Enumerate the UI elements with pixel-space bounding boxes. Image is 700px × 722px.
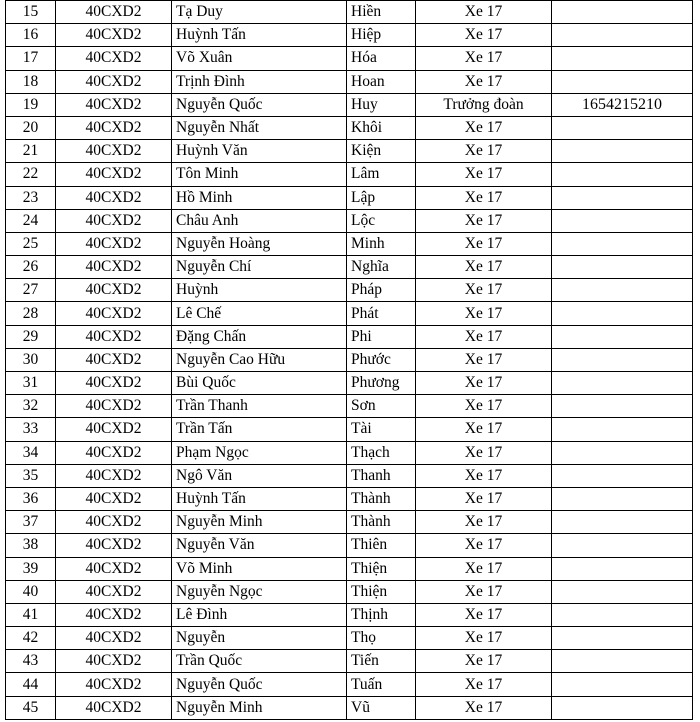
table-row <box>6 116 693 139</box>
cell-group: Xe 17 <box>416 696 552 719</box>
cell-last-name: Lê Đình <box>172 603 347 626</box>
table-row <box>6 650 693 673</box>
cell-stt: 39 <box>6 557 56 580</box>
cell-stt: 29 <box>6 325 56 348</box>
cell-class: 40CXD2 <box>56 186 172 209</box>
cell-phone <box>552 372 693 395</box>
cell-group: Xe 17 <box>416 534 552 557</box>
cell-phone <box>552 580 693 603</box>
cell-last-name: Võ Xuân <box>172 47 347 70</box>
cell-phone <box>552 603 693 626</box>
cell-class: 40CXD2 <box>56 696 172 719</box>
cell-first-name: Hiệp <box>347 24 416 47</box>
cell-first-name: Minh <box>347 232 416 255</box>
cell-group: Xe 17 <box>416 650 552 673</box>
table-row <box>6 511 693 534</box>
table-row <box>6 348 693 371</box>
cell-first-name: Pháp <box>347 279 416 302</box>
table-row <box>6 418 693 441</box>
cell-class: 40CXD2 <box>56 627 172 650</box>
table-row <box>6 534 693 557</box>
cell-last-name: Nguyễn Quốc <box>172 673 347 696</box>
cell-stt: 45 <box>6 696 56 719</box>
cell-group: Xe 17 <box>416 209 552 232</box>
table-row <box>6 1 693 24</box>
table-row <box>6 325 693 348</box>
cell-first-name: Thành <box>347 487 416 510</box>
cell-stt: 20 <box>6 116 56 139</box>
cell-stt: 28 <box>6 302 56 325</box>
cell-stt: 36 <box>6 487 56 510</box>
cell-stt: 25 <box>6 232 56 255</box>
cell-stt: 24 <box>6 209 56 232</box>
cell-phone <box>552 325 693 348</box>
cell-group: Xe 17 <box>416 163 552 186</box>
cell-class: 40CXD2 <box>56 511 172 534</box>
cell-class: 40CXD2 <box>56 140 172 163</box>
table-row <box>6 232 693 255</box>
cell-group: Xe 17 <box>416 140 552 163</box>
cell-last-name: Trần Tấn <box>172 418 347 441</box>
cell-last-name: Nguyễn Văn <box>172 534 347 557</box>
cell-first-name: Kiện <box>347 140 416 163</box>
cell-group: Xe 17 <box>416 47 552 70</box>
cell-last-name: Tôn Minh <box>172 163 347 186</box>
cell-class: 40CXD2 <box>56 580 172 603</box>
cell-stt: 35 <box>6 464 56 487</box>
cell-stt: 42 <box>6 627 56 650</box>
cell-phone: 1654215210 <box>552 93 693 116</box>
cell-class: 40CXD2 <box>56 232 172 255</box>
cell-group: Xe 17 <box>416 186 552 209</box>
cell-first-name: Phi <box>347 325 416 348</box>
table-row <box>6 24 693 47</box>
cell-last-name: Nguyễn Minh <box>172 696 347 719</box>
cell-class: 40CXD2 <box>56 557 172 580</box>
cell-stt: 37 <box>6 511 56 534</box>
cell-class: 40CXD2 <box>56 372 172 395</box>
cell-stt: 27 <box>6 279 56 302</box>
cell-phone <box>552 116 693 139</box>
cell-group: Xe 17 <box>416 70 552 93</box>
cell-group: Xe 17 <box>416 557 552 580</box>
cell-last-name: Huỳnh <box>172 279 347 302</box>
table-row <box>6 441 693 464</box>
cell-stt: 44 <box>6 673 56 696</box>
cell-last-name: Đặng Chấn <box>172 325 347 348</box>
cell-stt: 31 <box>6 372 56 395</box>
table-row <box>6 372 693 395</box>
table-row <box>6 70 693 93</box>
cell-stt: 19 <box>6 93 56 116</box>
cell-group: Xe 17 <box>416 372 552 395</box>
cell-phone <box>552 557 693 580</box>
cell-group: Xe 17 <box>416 511 552 534</box>
cell-class: 40CXD2 <box>56 395 172 418</box>
cell-class: 40CXD2 <box>56 673 172 696</box>
cell-first-name: Lập <box>347 186 416 209</box>
cell-stt: 38 <box>6 534 56 557</box>
cell-last-name: Nguyễn Hoàng <box>172 232 347 255</box>
cell-phone <box>552 140 693 163</box>
cell-last-name: Trần Quốc <box>172 650 347 673</box>
cell-stt: 16 <box>6 24 56 47</box>
cell-phone <box>552 464 693 487</box>
table-row <box>6 673 693 696</box>
cell-group: Xe 17 <box>416 627 552 650</box>
cell-first-name: Phương <box>347 372 416 395</box>
table-row <box>6 140 693 163</box>
cell-phone <box>552 209 693 232</box>
cell-first-name: Tài <box>347 418 416 441</box>
cell-class: 40CXD2 <box>56 325 172 348</box>
roster-table <box>5 0 693 720</box>
cell-stt: 22 <box>6 163 56 186</box>
cell-last-name: Hồ Minh <box>172 186 347 209</box>
table-row <box>6 302 693 325</box>
cell-phone <box>552 232 693 255</box>
cell-class: 40CXD2 <box>56 650 172 673</box>
cell-first-name: Sơn <box>347 395 416 418</box>
cell-phone <box>552 534 693 557</box>
cell-class: 40CXD2 <box>56 603 172 626</box>
cell-class: 40CXD2 <box>56 1 172 24</box>
cell-first-name: Vũ <box>347 696 416 719</box>
cell-stt: 40 <box>6 580 56 603</box>
cell-stt: 33 <box>6 418 56 441</box>
cell-phone <box>552 302 693 325</box>
cell-class: 40CXD2 <box>56 348 172 371</box>
cell-stt: 30 <box>6 348 56 371</box>
cell-group: Xe 17 <box>416 1 552 24</box>
cell-group: Xe 17 <box>416 24 552 47</box>
cell-stt: 43 <box>6 650 56 673</box>
cell-phone <box>552 279 693 302</box>
cell-class: 40CXD2 <box>56 116 172 139</box>
cell-phone <box>552 163 693 186</box>
cell-class: 40CXD2 <box>56 163 172 186</box>
cell-first-name: Nghĩa <box>347 256 416 279</box>
cell-first-name: Hiền <box>347 1 416 24</box>
table-row <box>6 93 693 116</box>
cell-phone <box>552 627 693 650</box>
cell-first-name: Thọ <box>347 627 416 650</box>
cell-group: Xe 17 <box>416 302 552 325</box>
cell-phone <box>552 696 693 719</box>
cell-phone <box>552 418 693 441</box>
cell-last-name: Nguyễn Chí <box>172 256 347 279</box>
cell-group: Xe 17 <box>416 580 552 603</box>
cell-last-name: Võ Minh <box>172 557 347 580</box>
cell-first-name: Thiện <box>347 580 416 603</box>
cell-stt: 17 <box>6 47 56 70</box>
cell-stt: 18 <box>6 70 56 93</box>
table-row <box>6 186 693 209</box>
cell-phone <box>552 1 693 24</box>
cell-class: 40CXD2 <box>56 93 172 116</box>
cell-class: 40CXD2 <box>56 47 172 70</box>
cell-group: Xe 17 <box>416 487 552 510</box>
cell-phone <box>552 47 693 70</box>
cell-last-name: Nguyễn Minh <box>172 511 347 534</box>
cell-last-name: Phạm Ngọc <box>172 441 347 464</box>
table-row <box>6 627 693 650</box>
cell-group: Xe 17 <box>416 279 552 302</box>
cell-stt: 41 <box>6 603 56 626</box>
cell-last-name: Trần Thanh <box>172 395 347 418</box>
cell-stt: 32 <box>6 395 56 418</box>
table-row <box>6 580 693 603</box>
table-row <box>6 557 693 580</box>
cell-last-name: Lê Chế <box>172 302 347 325</box>
cell-first-name: Thiên <box>347 534 416 557</box>
cell-phone <box>552 395 693 418</box>
cell-class: 40CXD2 <box>56 441 172 464</box>
cell-last-name: Nguyễn Nhất <box>172 116 347 139</box>
cell-class: 40CXD2 <box>56 302 172 325</box>
cell-last-name: Ngô Văn <box>172 464 347 487</box>
cell-last-name: Nguyễn Quốc <box>172 93 347 116</box>
table-row <box>6 395 693 418</box>
cell-phone <box>552 673 693 696</box>
cell-class: 40CXD2 <box>56 279 172 302</box>
cell-stt: 15 <box>6 1 56 24</box>
cell-phone <box>552 348 693 371</box>
table-row <box>6 209 693 232</box>
cell-last-name: Huỳnh Tấn <box>172 487 347 510</box>
cell-last-name: Bùi Quốc <box>172 372 347 395</box>
cell-class: 40CXD2 <box>56 24 172 47</box>
cell-class: 40CXD2 <box>56 418 172 441</box>
cell-phone <box>552 24 693 47</box>
cell-phone <box>552 70 693 93</box>
cell-group: Xe 17 <box>416 116 552 139</box>
cell-first-name: Thịnh <box>347 603 416 626</box>
table-row <box>6 603 693 626</box>
cell-last-name: Nguyễn <box>172 627 347 650</box>
cell-first-name: Thiện <box>347 557 416 580</box>
cell-first-name: Thanh <box>347 464 416 487</box>
cell-group: Xe 17 <box>416 256 552 279</box>
cell-class: 40CXD2 <box>56 256 172 279</box>
cell-first-name: Phước <box>347 348 416 371</box>
cell-group: Trưởng đoàn <box>416 93 552 116</box>
cell-group: Xe 17 <box>416 673 552 696</box>
cell-last-name: Nguyễn Cao Hữu <box>172 348 347 371</box>
cell-first-name: Lâm <box>347 163 416 186</box>
cell-group: Xe 17 <box>416 441 552 464</box>
cell-stt: 23 <box>6 186 56 209</box>
cell-group: Xe 17 <box>416 603 552 626</box>
cell-phone <box>552 650 693 673</box>
cell-last-name: Trịnh Đình <box>172 70 347 93</box>
cell-first-name: Huy <box>347 93 416 116</box>
roster-body <box>6 0 693 719</box>
cell-first-name: Hóa <box>347 47 416 70</box>
cell-first-name: Thạch <box>347 441 416 464</box>
cell-first-name: Tiến <box>347 650 416 673</box>
table-row <box>6 279 693 302</box>
cell-last-name: Nguyễn Ngọc <box>172 580 347 603</box>
table-row <box>6 464 693 487</box>
cell-first-name: Khôi <box>347 116 416 139</box>
cell-group: Xe 17 <box>416 418 552 441</box>
cell-stt: 21 <box>6 140 56 163</box>
table-row <box>6 47 693 70</box>
cell-stt: 34 <box>6 441 56 464</box>
table-row <box>6 256 693 279</box>
cell-last-name: Tạ Duy <box>172 1 347 24</box>
cell-class: 40CXD2 <box>56 464 172 487</box>
cell-group: Xe 17 <box>416 395 552 418</box>
table-row <box>6 696 693 719</box>
cell-first-name: Hoan <box>347 70 416 93</box>
cell-phone <box>552 186 693 209</box>
cell-phone <box>552 256 693 279</box>
cell-phone <box>552 441 693 464</box>
table-row <box>6 487 693 510</box>
cell-first-name: Lộc <box>347 209 416 232</box>
cell-first-name: Thành <box>347 511 416 534</box>
cell-phone <box>552 511 693 534</box>
cell-last-name: Huỳnh Tấn <box>172 24 347 47</box>
cell-class: 40CXD2 <box>56 209 172 232</box>
cell-stt: 26 <box>6 256 56 279</box>
table-row <box>6 163 693 186</box>
cell-group: Xe 17 <box>416 464 552 487</box>
cell-last-name: Huỳnh Văn <box>172 140 347 163</box>
cell-phone <box>552 487 693 510</box>
cell-group: Xe 17 <box>416 232 552 255</box>
cell-first-name: Phát <box>347 302 416 325</box>
cell-last-name: Châu Anh <box>172 209 347 232</box>
cell-class: 40CXD2 <box>56 70 172 93</box>
cell-class: 40CXD2 <box>56 534 172 557</box>
cell-first-name: Tuấn <box>347 673 416 696</box>
cell-class: 40CXD2 <box>56 487 172 510</box>
cell-group: Xe 17 <box>416 348 552 371</box>
cell-group: Xe 17 <box>416 325 552 348</box>
